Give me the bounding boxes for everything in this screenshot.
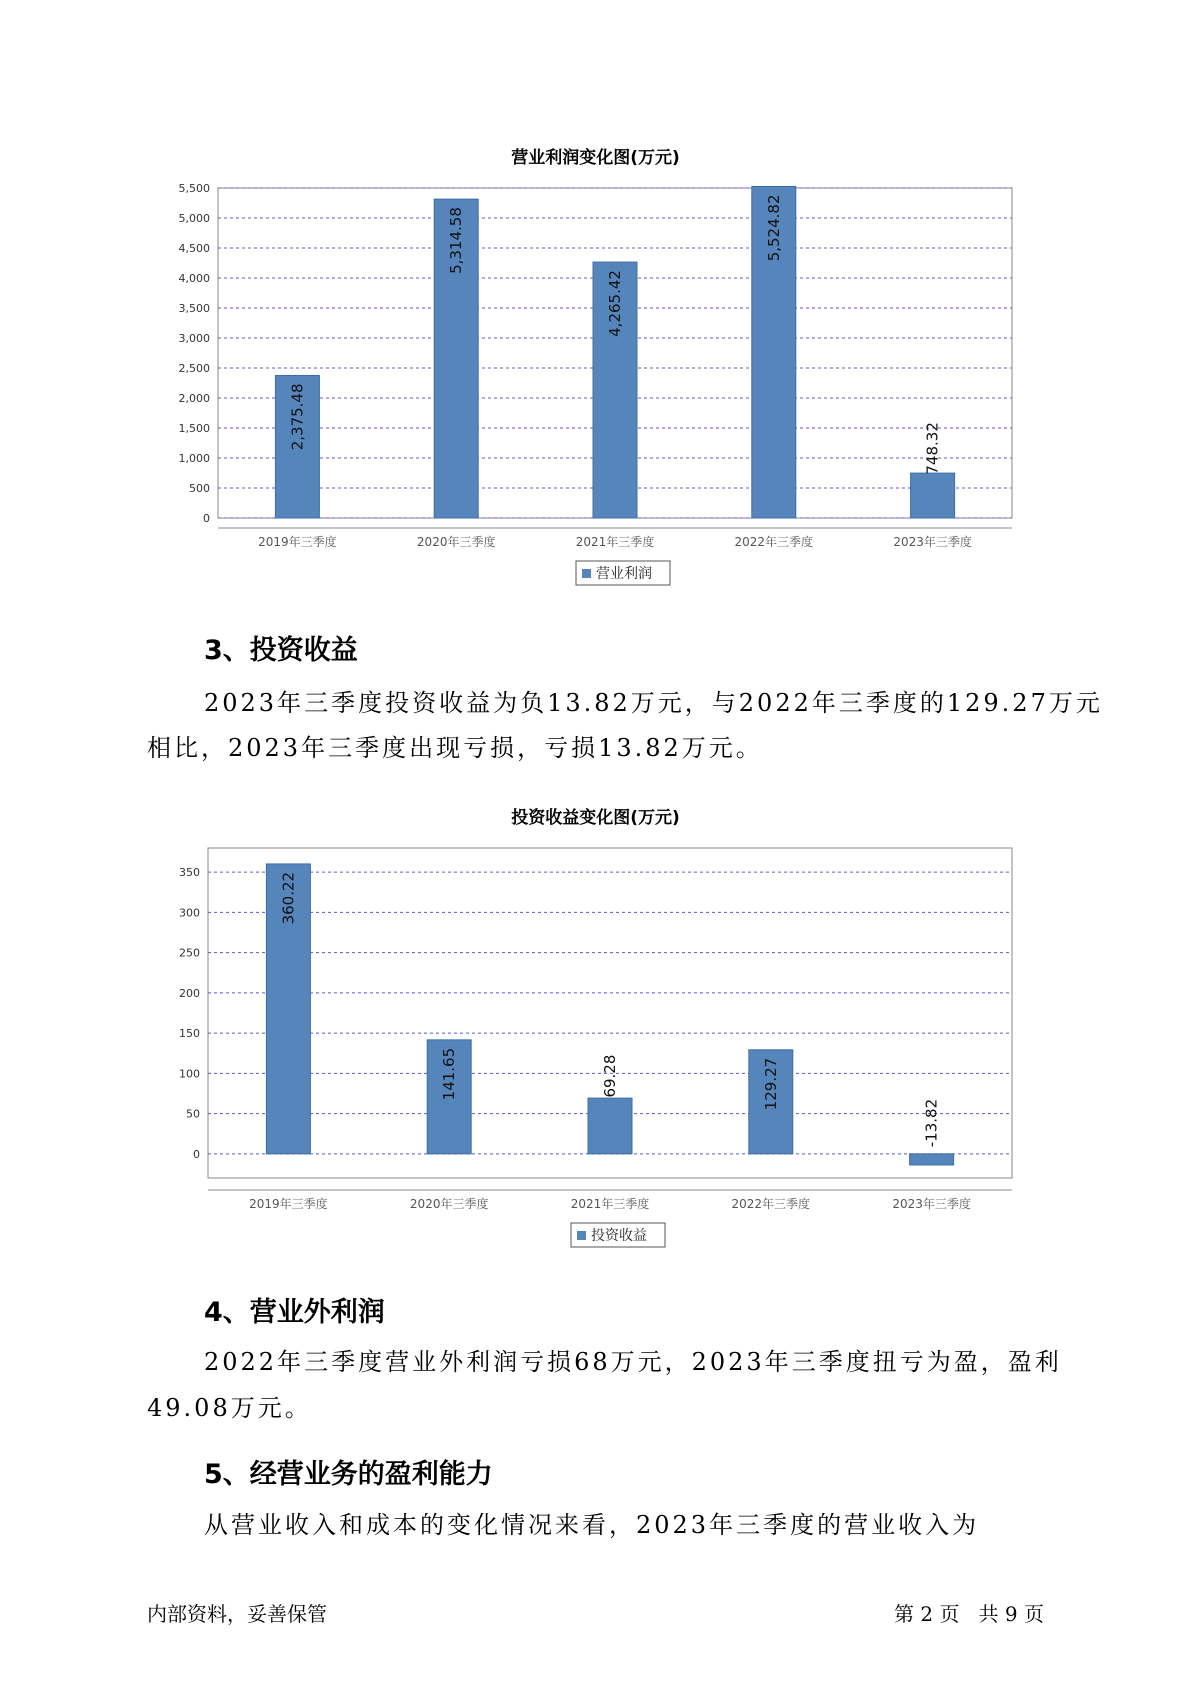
chart2-ytick-label: 250 — [179, 946, 200, 960]
section-3-para-line2: 相比，2023年三季度出现亏损，亏损13.82万元。 — [147, 734, 763, 762]
chart1-xtick-label: 2023年三季度 — [893, 535, 972, 549]
chart2-ytick-label: 350 — [179, 866, 200, 880]
section-5-para-line1: 从营业收入和成本的变化情况来看，2023年三季度的营业收入为 — [204, 1511, 980, 1539]
section-4-para-line1: 2022年三季度营业外利润亏损68万元，2023年三季度扭亏为盈，盈利 — [204, 1348, 1062, 1376]
chart2-xtick-label: 2020年三季度 — [409, 1197, 489, 1211]
chart2-bar — [588, 1098, 632, 1154]
chart1-ytick-label: 3,500 — [178, 302, 210, 315]
chart1-data-label: 4,265.42 — [606, 270, 624, 337]
chart2-legend-swatch — [577, 1231, 586, 1240]
chart2-xtick-label: 2021年三季度 — [570, 1197, 650, 1211]
chart2-title: 投资收益变化图(万元) — [511, 808, 680, 828]
chart1-data-label: 5,314.58 — [447, 207, 466, 274]
chart2-data-label: 129.27 — [761, 1057, 780, 1111]
chart2-ytick-label: 200 — [179, 986, 200, 1000]
chart2-data-label: -13.82 — [922, 1098, 941, 1148]
footer-left: 内部资料，妥善保管 — [147, 1602, 327, 1626]
chart2-xtick-label: 2022年三季度 — [731, 1197, 811, 1211]
chart1-ytick-label: 2,500 — [178, 362, 210, 375]
chart1-xtick-label: 2022年三季度 — [734, 535, 814, 549]
section-5-heading: 5、经营业务的盈利能力 — [204, 1459, 493, 1490]
chart2-ytick-label: 300 — [179, 906, 200, 920]
chart2-ytick-label: 50 — [186, 1107, 200, 1121]
chart1-data-label: 5,524.82 — [764, 194, 783, 262]
chart2-ytick-label: 150 — [179, 1027, 200, 1041]
chart1-ytick-label: 1,500 — [178, 422, 210, 435]
section-3-heading: 3、投资收益 — [204, 635, 358, 666]
chart2-xtick-label: 2019年三季度 — [249, 1197, 328, 1211]
chart2-data-label: 69.28 — [601, 1054, 619, 1098]
chart1-ytick-label: 4,000 — [178, 272, 210, 285]
chart2-ytick-label: 100 — [179, 1067, 200, 1081]
chart1-legend-label: 营业利润 — [596, 566, 652, 582]
section-4-heading: 4、营业外利润 — [204, 1297, 385, 1328]
chart1-ytick-label: 2,000 — [178, 392, 210, 405]
chart1-ytick-label: 1,000 — [178, 452, 210, 465]
chart1-ytick-label: 0 — [203, 512, 210, 525]
chart1-data-label: 748.32 — [923, 422, 942, 475]
section-4-para-line2: 49.08万元。 — [147, 1394, 312, 1422]
chart2-legend-label: 投资收益 — [591, 1228, 647, 1244]
chart2-data-label: 360.22 — [279, 871, 298, 925]
chart2-data-label: 141.65 — [440, 1047, 459, 1101]
chart1-ytick-label: 5,000 — [178, 212, 210, 225]
chart1-data-label: 2,375.48 — [288, 383, 307, 451]
chart1-xtick-label: 2020年三季度 — [416, 535, 496, 549]
chart1-ytick-label: 500 — [189, 482, 210, 495]
section-3-para-line1: 2023年三季度投资收益为负13.82万元，与2022年三季度的129.27万元 — [204, 689, 1103, 717]
chart1-xtick-label: 2021年三季度 — [575, 535, 655, 549]
chart1-xtick-label: 2019年三季度 — [258, 535, 337, 549]
chart2-xtick-label: 2023年三季度 — [892, 1197, 971, 1211]
chart1-title: 营业利润变化图(万元) — [511, 148, 680, 168]
chart2-ytick-label: 0 — [193, 1147, 200, 1161]
footer-page-number: 第 2 页 共 9 页 — [894, 1602, 1044, 1626]
chart1-ytick-label: 3,000 — [178, 332, 210, 345]
chart2-bar — [910, 1154, 954, 1165]
chart1-ytick-label: 5,500 — [178, 182, 210, 195]
chart1-ytick-label: 4,500 — [178, 242, 210, 255]
